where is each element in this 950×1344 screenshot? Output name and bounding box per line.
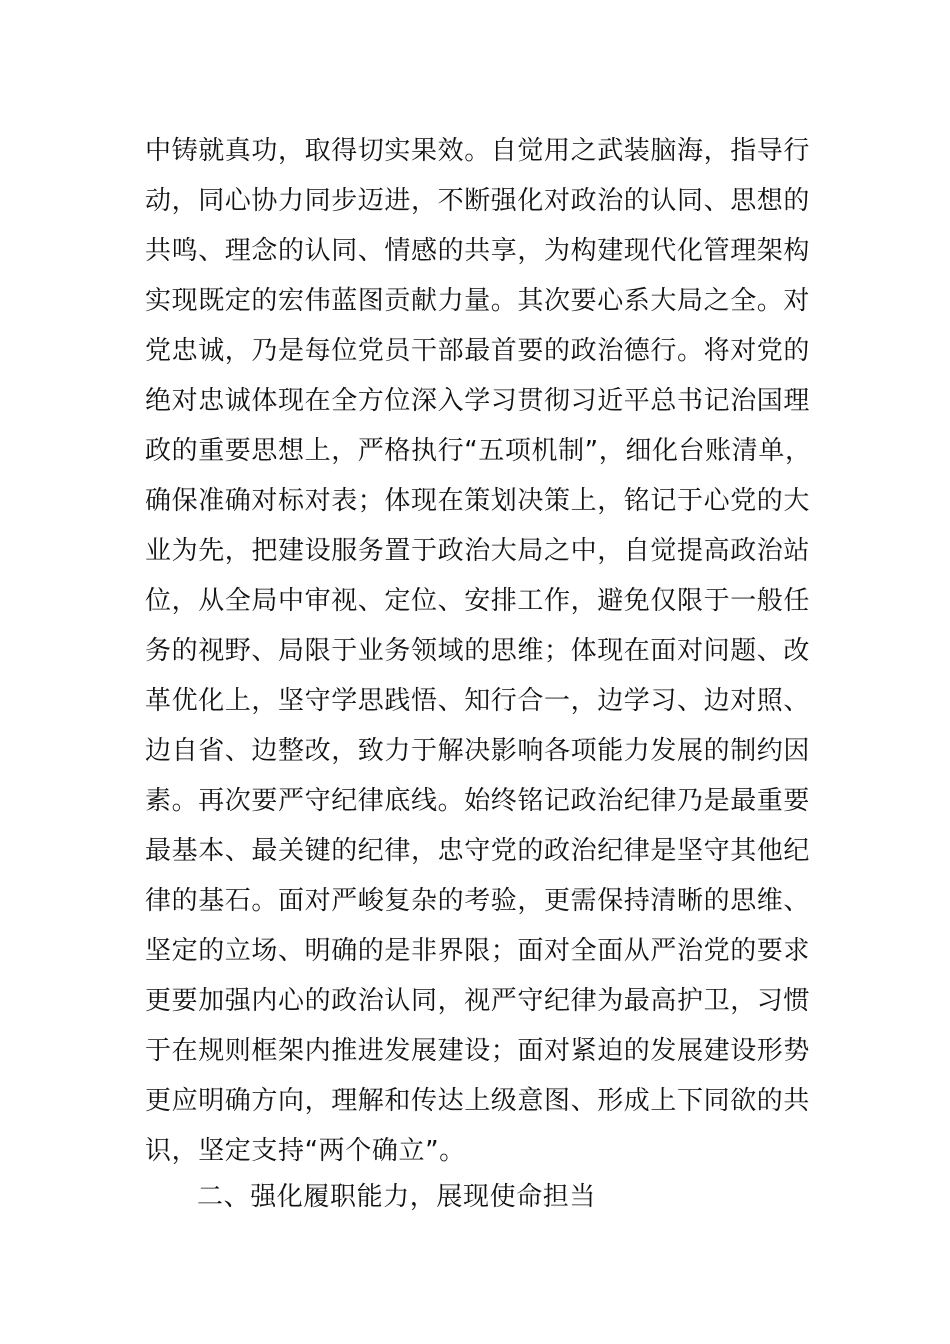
paragraph-line: 更应明确方向，理解和传达上级意图、形成上下同欲的共 <box>145 1086 811 1116</box>
paragraph-line: 更要加强内心的政治认同，视严守纪律为最高护卫，习惯 <box>145 986 811 1016</box>
paragraph-line: 务的视野、局限于业务领域的思维；体现在面对问题、改 <box>145 636 811 666</box>
paragraph-line: 位，从全局中审视、定位、安排工作，避免仅限于一般任 <box>145 586 811 616</box>
paragraph-line: 确保准确对标对表；体现在策划决策上，铭记于心党的大 <box>145 486 811 516</box>
body-paragraph <box>145 126 810 1176</box>
paragraph-line: 律的基石。面对严峻复杂的考验，更需保持清晰的思维、 <box>145 886 811 916</box>
paragraph-line: 中铸就真功，取得切实果效。自觉用之武装脑海，指导行 <box>145 136 811 166</box>
paragraph-line: 业为先，把建设服务置于政治大局之中，自觉提高政治站 <box>145 536 811 566</box>
paragraph-line: 政的重要思想上，严格执行“五项机制”，细化台账清单， <box>145 436 812 466</box>
paragraph-line: 党忠诚，乃是每位党员干部最首要的政治德行。将对党的 <box>145 336 811 366</box>
paragraph-line: 坚定的立场、明确的是非界限；面对全面从严治党的要求 <box>145 936 811 966</box>
paragraph-line: 于在规则框架内推进发展建设；面对紧迫的发展建设形势 <box>145 1036 811 1066</box>
paragraph-line: 共鸣、理念的认同、情感的共享，为构建现代化管理架构 <box>145 236 811 266</box>
paragraph-line: 识，坚定支持“两个确立”。 <box>145 1136 466 1166</box>
paragraph-line: 动，同心协力同步迈进，不断强化对政治的认同、思想的 <box>145 186 811 216</box>
section-heading: 二、强化履职能力，展现使命担当 <box>197 1182 597 1212</box>
paragraph-line: 边自省、边整改，致力于解决影响各项能力发展的制约因 <box>145 736 811 766</box>
paragraph-line: 素。再次要严守纪律底线。始终铭记政治纪律乃是最重要 <box>145 786 811 816</box>
paragraph-line: 最基本、最关键的纪律，忠守党的政治纪律是坚守其他纪 <box>145 836 811 866</box>
paragraph-line: 绝对忠诚体现在全方位深入学习贯彻习近平总书记治国理 <box>145 386 811 416</box>
paragraph-line: 革优化上，坚守学思践悟、知行合一，边学习、边对照、 <box>145 686 811 716</box>
paragraph-line: 实现既定的宏伟蓝图贡献力量。其次要心系大局之全。对 <box>145 286 811 316</box>
